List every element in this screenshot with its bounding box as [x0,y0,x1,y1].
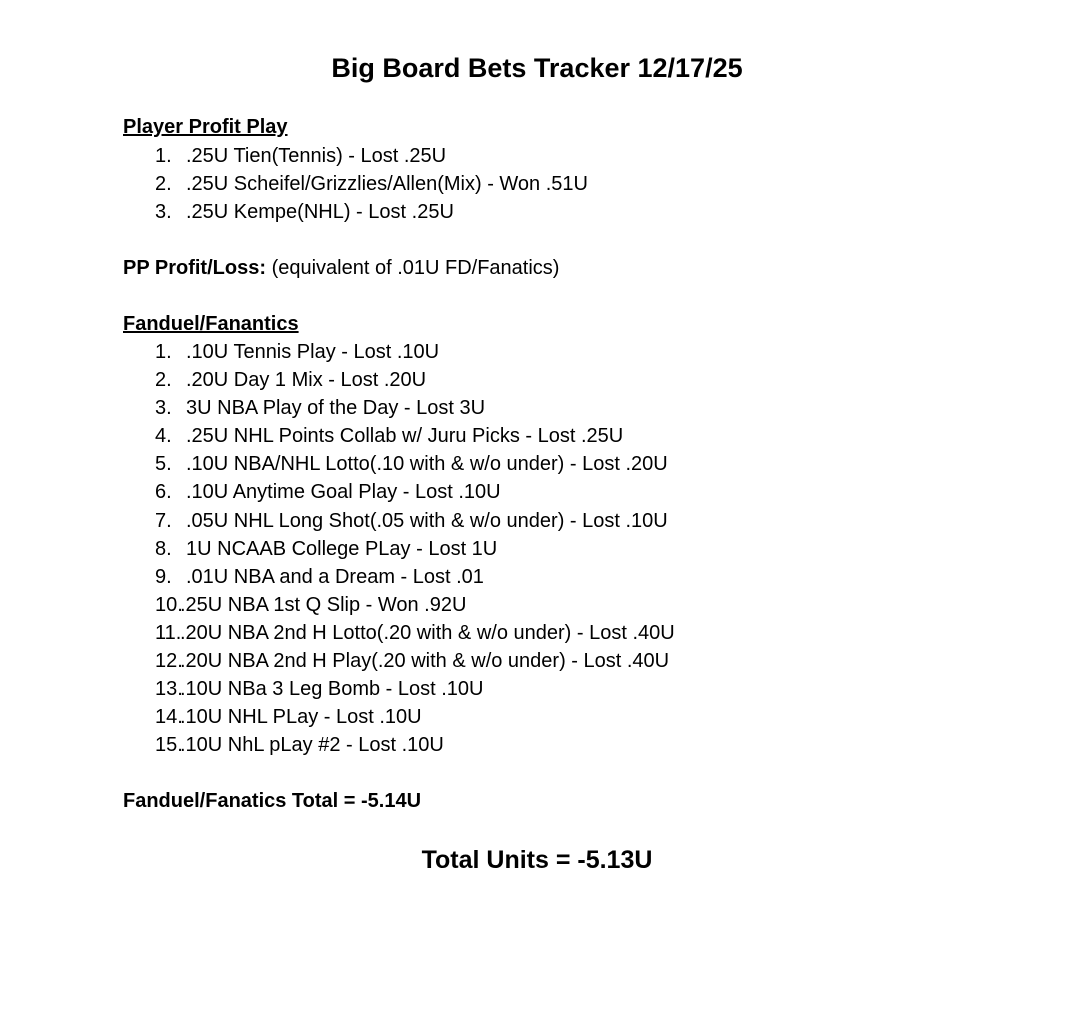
list-item-text: .10U Tennis Play - Lost .10U [186,341,440,363]
grand-total: Total Units = -5.13U [421,846,653,874]
fanduel-heading: Fanduel/Fanantics [123,313,299,335]
pp-profit-loss-value: (equivalent of .01U FD/Fanatics) [271,257,560,279]
list-item-number: 9. [155,565,172,588]
list-item-number: 8. [155,537,172,560]
list-item-number: 13. [155,678,183,701]
list-item-text: .10U NHL PLay - Lost .10U [180,706,422,729]
list-item-number: 4. [155,425,172,448]
list-item-text: .01U NBA and a Dream - Lost .01 [186,565,484,588]
list-item-text: .25U NHL Points Collab w/ Juru Picks - Lost .25U [186,425,624,448]
list-item-text: 1U NCAAB College PLay - Lost 1U [186,537,498,560]
list-item-number: 5. [155,453,172,476]
pp-profit-loss-line [123,255,559,281]
list-item-text: .25U NBA 1st Q Slip - Won .92U [180,593,467,616]
list-item-text: .20U NBA 2nd H Lotto(.20 with & w/o under) - Lost .40U [180,621,675,644]
list-item-number: 3. [155,397,172,420]
list-item-number: 15. [155,734,183,757]
list-item-number: 7. [155,509,172,532]
list-item-text: .25U Kempe(NHL) - Lost .25U [186,201,454,224]
list-item-number: 12. [155,650,183,673]
list-item-text: .10U NhL pLay #2 - Lost .10U [180,734,444,757]
list-item-number: 11. [155,621,182,644]
page-title: Big Board Bets Tracker 12/17/25 [331,53,743,83]
list-item-text: .10U Anytime Goal Play - Lost .10U [186,481,501,504]
list-item-text: .20U Day 1 Mix - Lost .20U [186,369,427,392]
list-item-text: 3U NBA Play of the Day - Lost 3U [186,397,486,420]
list-item-text: .10U NBA/NHL Lotto(.10 with & w/o under) - Lost .20U [186,453,668,476]
list-item-number: 3. [155,201,172,224]
list-item-text: .20U NBA 2nd H Play(.20 with & w/o under) - Lost .40U [180,650,670,673]
list-item-number: 2. [155,369,172,392]
list-item-number: 1. [155,341,172,363]
list-item-text: .10U NBa 3 Leg Bomb - Lost .10U [180,678,484,701]
list-item-text: .25U Scheifel/Grizzlies/Allen(Mix) - Won .51U [186,173,588,196]
fanduel-total: Fanduel/Fanatics Total = -5.14U [123,790,422,812]
list-item-number: 2. [155,173,172,196]
list-item-number: 1. [155,145,172,167]
list-item-number: 10. [155,593,183,616]
player-profit-heading: Player Profit Play [123,116,288,138]
list-item-number: 14. [155,706,183,729]
pp-profit-loss-label: PP Profit/Loss: [123,257,266,279]
list-item-number: 6. [155,481,172,504]
list-item-text: .25U Tien(Tennis) - Lost .25U [186,145,447,167]
list-item-text: .05U NHL Long Shot(.05 with & w/o under) - Lost .10U [186,509,668,532]
